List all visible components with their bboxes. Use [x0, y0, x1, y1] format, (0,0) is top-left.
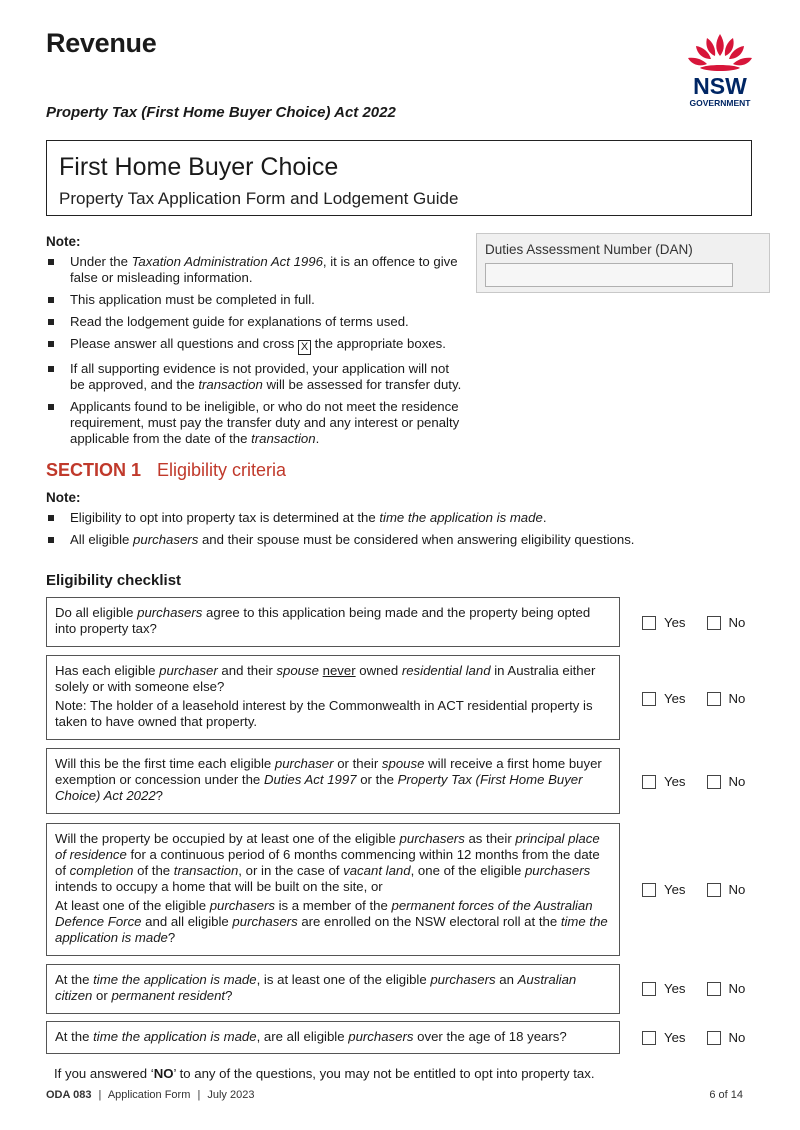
form-title-box — [46, 140, 752, 216]
page-number: 6 of 14 — [709, 1089, 743, 1101]
yes-checkbox[interactable] — [642, 1031, 656, 1045]
question-3-answers — [642, 774, 745, 789]
question-4: Will the property be occupied by at least one of the eligible purchasers as their principal place of residence for a continuous period of 6 months commencing within 12 months from the date of completion of the transaction, or in the case of vacant land, one of the eligible purchasers intends to occupy a home that will be built on the site, or At least one of the eligible purchasers is a member of the permanent forces of the Australian Defence Force and all eligible purchasers are enrolled on the NSW electoral roll at the time the application is made? — [46, 823, 620, 956]
list-item: Eligibility to opt into property tax is determined at the time the application is made. — [46, 510, 766, 526]
yes-checkbox[interactable] — [642, 616, 656, 630]
section-name: Eligibility criteria — [157, 460, 287, 480]
dan-label: Duties Assessment Number (DAN) — [485, 242, 693, 257]
yes-label: Yes — [664, 981, 686, 996]
yes-checkbox[interactable] — [642, 883, 656, 897]
section-heading — [46, 460, 286, 481]
dan-input[interactable] — [485, 263, 733, 287]
form-date: July 2023 — [207, 1089, 255, 1101]
dan-box — [476, 233, 770, 293]
no-label: No — [728, 1030, 746, 1045]
no-label: No — [728, 691, 746, 706]
form-type: Application Form — [107, 1089, 191, 1101]
yes-label: Yes — [664, 1030, 686, 1045]
note-block — [46, 234, 466, 453]
logo-government-text: GOVERNMENT — [689, 98, 751, 108]
list-item: Under the Taxation Administration Act 1996, it is an offence to give false or misleading information. — [46, 254, 466, 286]
nsw-government-logo — [680, 28, 760, 110]
question-6-answers — [642, 1030, 745, 1045]
list-item: Please answer all questions and cross X the appropriate boxes. — [46, 336, 466, 355]
question-1-answers — [642, 615, 745, 630]
no-checkbox[interactable] — [707, 616, 721, 630]
question-6: At the time the application is made, are all eligible purchasers over the age of 18 years? — [46, 1021, 620, 1054]
footer: ODA 083 | Application Form | July 2023 — [46, 1089, 255, 1101]
brand-title: Revenue — [46, 28, 157, 58]
no-label: No — [728, 774, 746, 789]
form-code: ODA 083 — [46, 1089, 92, 1101]
yes-label: Yes — [664, 691, 686, 706]
checklist-heading: Eligibility checklist — [46, 572, 182, 589]
no-checkbox[interactable] — [707, 883, 721, 897]
list-item: Applicants found to be ineligible, or who do not meet the residence requirement, must pay the transfer duty and any interest or penalty applicable from the date of the transaction. — [46, 399, 466, 447]
no-checkbox[interactable] — [707, 775, 721, 789]
note-heading: Note: — [46, 490, 81, 505]
yes-label: Yes — [664, 774, 686, 789]
yes-checkbox[interactable] — [642, 692, 656, 706]
no-label: No — [728, 981, 746, 996]
note-heading: Note: — [46, 234, 81, 249]
form-subtitle: Property Tax Application Form and Lodgement Guide — [59, 189, 459, 208]
no-checkbox[interactable] — [707, 982, 721, 996]
yes-checkbox[interactable] — [642, 775, 656, 789]
yes-checkbox[interactable] — [642, 982, 656, 996]
list-item: If all supporting evidence is not provided, your application will not be approved, and the transaction will be assessed for transfer duty. — [46, 361, 466, 393]
section-note-block — [46, 490, 766, 554]
form-title: First Home Buyer Choice — [59, 153, 339, 181]
question-1: Do all eligible purchasers agree to this application being made and the property being opted into property tax? — [46, 597, 620, 647]
yes-label: Yes — [664, 882, 686, 897]
question-5-answers — [642, 981, 745, 996]
waratah-icon — [680, 28, 760, 110]
no-label: No — [728, 615, 746, 630]
no-label: No — [728, 882, 746, 897]
section-number: SECTION 1 — [46, 460, 142, 480]
act-title: Property Tax (First Home Buyer Choice) Act 2022 — [46, 104, 396, 121]
bottom-note: If you answered ‘NO’ to any of the questions, you may not be entitled to opt into property tax. — [54, 1066, 595, 1081]
cross-example-icon: X — [298, 340, 311, 355]
list-item: All eligible purchasers and their spouse must be considered when answering eligibility questions. — [46, 532, 766, 548]
question-5: At the time the application is made, is at least one of the eligible purchasers an Australian citizen or permanent resident? — [46, 964, 620, 1014]
no-checkbox[interactable] — [707, 692, 721, 706]
list-item: This application must be completed in full. — [46, 292, 466, 308]
logo-nsw-text: NSW — [693, 73, 747, 99]
no-checkbox[interactable] — [707, 1031, 721, 1045]
question-3: Will this be the first time each eligible purchaser or their spouse will receive a first home buyer exemption or concession under the Duties Act 1997 or the Property Tax (First Home Buyer Choice) Act 2022? — [46, 748, 620, 814]
question-2-answers — [642, 691, 745, 706]
question-2: Has each eligible purchaser and their spouse never owned residential land in Australia either solely or with someone else? Note: The holder of a leasehold interest by the Commonwealth in ACT residential property is taken to have owned that property. — [46, 655, 620, 740]
question-4-answers — [642, 882, 745, 897]
yes-label: Yes — [664, 615, 686, 630]
list-item: Read the lodgement guide for explanations of terms used. — [46, 314, 466, 330]
